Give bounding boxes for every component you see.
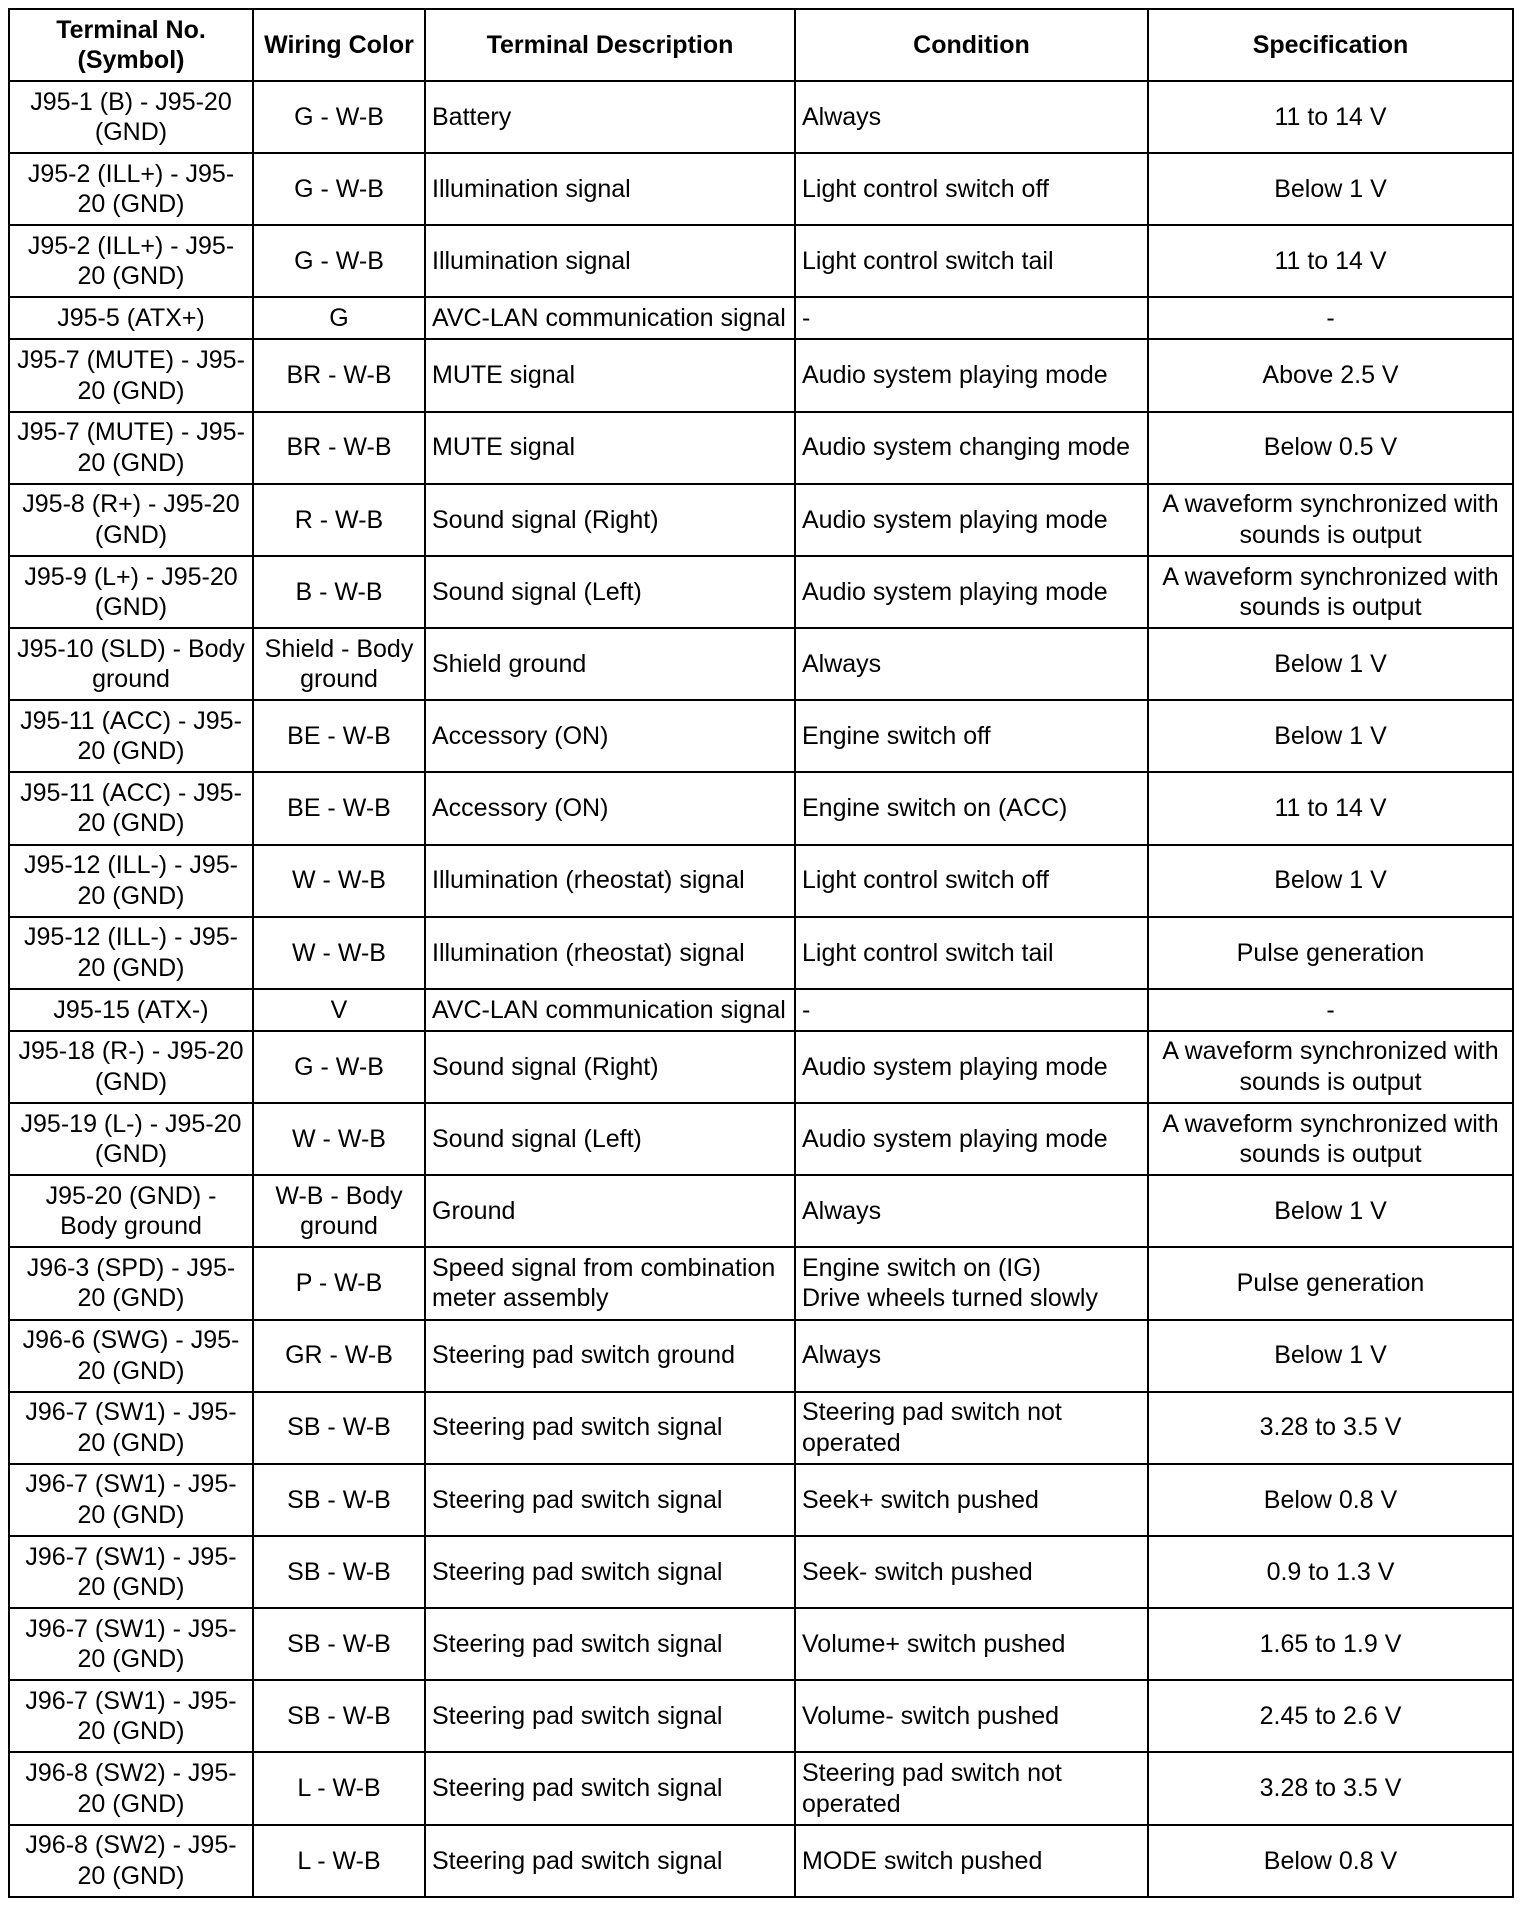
cell-description: Accessory (ON) [425, 700, 795, 772]
cell-wiring-color: W-B - Body ground [253, 1175, 425, 1247]
header-terminal: Terminal No. (Symbol) [9, 9, 253, 81]
cell-terminal: J95-19 (L-) - J95-20 (GND) [9, 1103, 253, 1175]
table-row [9, 1392, 1513, 1464]
terminal-table [8, 8, 1514, 1898]
cell-terminal: J95-8 (R+) - J95-20 (GND) [9, 484, 253, 556]
table-header-row [9, 9, 1513, 81]
cell-wiring-color: G - W-B [253, 225, 425, 297]
document-page [8, 8, 1512, 1898]
cell-terminal: J96-3 (SPD) - J95-20 (GND) [9, 1247, 253, 1319]
cell-specification: Below 0.5 V [1148, 412, 1513, 484]
cell-condition: Engine switch on (ACC) [795, 772, 1148, 844]
cell-description: MUTE signal [425, 339, 795, 411]
cell-terminal: J95-7 (MUTE) - J95-20 (GND) [9, 412, 253, 484]
cell-description: Ground [425, 1175, 795, 1247]
cell-specification: 11 to 14 V [1148, 225, 1513, 297]
cell-terminal: J96-7 (SW1) - J95-20 (GND) [9, 1464, 253, 1536]
cell-terminal: J95-1 (B) - J95-20 (GND) [9, 81, 253, 153]
cell-specification: 1.65 to 1.9 V [1148, 1608, 1513, 1680]
cell-condition: - [795, 989, 1148, 1031]
cell-terminal: J95-18 (R-) - J95-20 (GND) [9, 1031, 253, 1103]
cell-specification: Below 1 V [1148, 153, 1513, 225]
cell-wiring-color: GR - W-B [253, 1320, 425, 1392]
cell-description: Shield ground [425, 628, 795, 700]
cell-wiring-color: G [253, 297, 425, 339]
header-specification: Specification [1148, 9, 1513, 81]
cell-wiring-color: W - W-B [253, 917, 425, 989]
cell-wiring-color: L - W-B [253, 1752, 425, 1824]
cell-specification: - [1148, 989, 1513, 1031]
cell-terminal: J95-10 (SLD) - Body ground [9, 628, 253, 700]
cell-description: Steering pad switch signal [425, 1752, 795, 1824]
cell-description: Sound signal (Right) [425, 484, 795, 556]
table-row [9, 1175, 1513, 1247]
cell-terminal: J96-6 (SWG) - J95-20 (GND) [9, 1320, 253, 1392]
cell-specification: Below 1 V [1148, 845, 1513, 917]
table-row [9, 1031, 1513, 1103]
cell-description: Battery [425, 81, 795, 153]
cell-wiring-color: BR - W-B [253, 412, 425, 484]
cell-specification: 11 to 14 V [1148, 81, 1513, 153]
table-row [9, 339, 1513, 411]
cell-terminal: J96-7 (SW1) - J95-20 (GND) [9, 1680, 253, 1752]
cell-description: Sound signal (Left) [425, 1103, 795, 1175]
table-row [9, 1320, 1513, 1392]
cell-specification: A waveform synchronized with sounds is output [1148, 1031, 1513, 1103]
cell-specification: A waveform synchronized with sounds is output [1148, 484, 1513, 556]
cell-condition: Volume+ switch pushed [795, 1608, 1148, 1680]
header-description: Terminal Description [425, 9, 795, 81]
cell-condition: Seek- switch pushed [795, 1536, 1148, 1608]
table-row [9, 700, 1513, 772]
cell-condition: Audio system changing mode [795, 412, 1148, 484]
cell-condition: Light control switch tail [795, 917, 1148, 989]
cell-terminal: J95-11 (ACC) - J95-20 (GND) [9, 772, 253, 844]
cell-description: Illumination signal [425, 225, 795, 297]
cell-description: Sound signal (Right) [425, 1031, 795, 1103]
cell-description: Steering pad switch signal [425, 1536, 795, 1608]
cell-condition: Always [795, 1320, 1148, 1392]
table-row [9, 484, 1513, 556]
cell-specification: 0.9 to 1.3 V [1148, 1536, 1513, 1608]
cell-condition: Steering pad switch not operated [795, 1752, 1148, 1824]
cell-condition: Audio system playing mode [795, 1031, 1148, 1103]
cell-terminal: J95-12 (ILL-) - J95-20 (GND) [9, 845, 253, 917]
cell-condition: Steering pad switch not operated [795, 1392, 1148, 1464]
cell-terminal: J95-2 (ILL+) - J95-20 (GND) [9, 225, 253, 297]
cell-condition: Audio system playing mode [795, 484, 1148, 556]
cell-specification: Below 1 V [1148, 628, 1513, 700]
table-row [9, 556, 1513, 628]
cell-condition: MODE switch pushed [795, 1825, 1148, 1897]
cell-terminal: J95-5 (ATX+) [9, 297, 253, 339]
cell-specification: 3.28 to 3.5 V [1148, 1392, 1513, 1464]
cell-terminal: J96-7 (SW1) - J95-20 (GND) [9, 1392, 253, 1464]
cell-specification: Below 1 V [1148, 1320, 1513, 1392]
cell-condition: - [795, 297, 1148, 339]
cell-specification: 3.28 to 3.5 V [1148, 1752, 1513, 1824]
table-row [9, 1825, 1513, 1897]
cell-description: Illumination signal [425, 153, 795, 225]
cell-wiring-color: BE - W-B [253, 700, 425, 772]
cell-wiring-color: G - W-B [253, 1031, 425, 1103]
cell-terminal: J95-2 (ILL+) - J95-20 (GND) [9, 153, 253, 225]
cell-wiring-color: G - W-B [253, 81, 425, 153]
table-row [9, 845, 1513, 917]
cell-description: Steering pad switch signal [425, 1392, 795, 1464]
cell-description: AVC-LAN communication signal [425, 989, 795, 1031]
cell-wiring-color: SB - W-B [253, 1392, 425, 1464]
cell-condition: Volume- switch pushed [795, 1680, 1148, 1752]
cell-terminal: J95-9 (L+) - J95-20 (GND) [9, 556, 253, 628]
cell-description: Illumination (rheostat) signal [425, 917, 795, 989]
table-row [9, 1103, 1513, 1175]
cell-description: Sound signal (Left) [425, 556, 795, 628]
cell-description: Steering pad switch ground [425, 1320, 795, 1392]
cell-wiring-color: G - W-B [253, 153, 425, 225]
cell-description: Steering pad switch signal [425, 1825, 795, 1897]
cell-specification: A waveform synchronized with sounds is output [1148, 556, 1513, 628]
cell-condition: Seek+ switch pushed [795, 1464, 1148, 1536]
cell-condition: Always [795, 1175, 1148, 1247]
table-row [9, 989, 1513, 1031]
table-row [9, 628, 1513, 700]
cell-wiring-color: SB - W-B [253, 1464, 425, 1536]
table-row [9, 1752, 1513, 1824]
table-row [9, 772, 1513, 844]
cell-specification: Below 0.8 V [1148, 1825, 1513, 1897]
cell-wiring-color: V [253, 989, 425, 1031]
cell-specification: Pulse generation [1148, 917, 1513, 989]
cell-specification: Below 0.8 V [1148, 1464, 1513, 1536]
cell-description: Illumination (rheostat) signal [425, 845, 795, 917]
cell-specification: Above 2.5 V [1148, 339, 1513, 411]
table-body [9, 81, 1513, 1897]
cell-terminal: J95-20 (GND) - Body ground [9, 1175, 253, 1247]
cell-description: Speed signal from combination meter assembly [425, 1247, 795, 1319]
cell-specification: - [1148, 297, 1513, 339]
cell-specification: 11 to 14 V [1148, 772, 1513, 844]
cell-wiring-color: BR - W-B [253, 339, 425, 411]
table-row [9, 1536, 1513, 1608]
cell-condition: Light control switch tail [795, 225, 1148, 297]
table-row [9, 225, 1513, 297]
cell-description: AVC-LAN communication signal [425, 297, 795, 339]
cell-description: Steering pad switch signal [425, 1608, 795, 1680]
cell-wiring-color: Shield - Body ground [253, 628, 425, 700]
cell-condition: Engine switch on (IG) Drive wheels turned slowly [795, 1247, 1148, 1319]
cell-wiring-color: L - W-B [253, 1825, 425, 1897]
cell-condition: Audio system playing mode [795, 556, 1148, 628]
cell-specification: 2.45 to 2.6 V [1148, 1680, 1513, 1752]
cell-terminal: J96-8 (SW2) - J95-20 (GND) [9, 1752, 253, 1824]
cell-description: Steering pad switch signal [425, 1464, 795, 1536]
cell-condition: Light control switch off [795, 845, 1148, 917]
cell-condition: Always [795, 81, 1148, 153]
cell-terminal: J96-8 (SW2) - J95-20 (GND) [9, 1825, 253, 1897]
cell-condition: Engine switch off [795, 700, 1148, 772]
cell-wiring-color: P - W-B [253, 1247, 425, 1319]
table-row [9, 917, 1513, 989]
cell-wiring-color: SB - W-B [253, 1608, 425, 1680]
table-row [9, 412, 1513, 484]
cell-wiring-color: SB - W-B [253, 1536, 425, 1608]
cell-terminal: J96-7 (SW1) - J95-20 (GND) [9, 1608, 253, 1680]
cell-condition: Audio system playing mode [795, 1103, 1148, 1175]
table-row [9, 153, 1513, 225]
cell-condition: Light control switch off [795, 153, 1148, 225]
cell-terminal: J95-11 (ACC) - J95-20 (GND) [9, 700, 253, 772]
cell-specification: Below 1 V [1148, 1175, 1513, 1247]
header-wiring-color: Wiring Color [253, 9, 425, 81]
cell-wiring-color: SB - W-B [253, 1680, 425, 1752]
cell-wiring-color: BE - W-B [253, 772, 425, 844]
cell-specification: A waveform synchronized with sounds is output [1148, 1103, 1513, 1175]
cell-description: Steering pad switch signal [425, 1680, 795, 1752]
cell-wiring-color: W - W-B [253, 1103, 425, 1175]
cell-wiring-color: W - W-B [253, 845, 425, 917]
cell-condition: Audio system playing mode [795, 339, 1148, 411]
table-row [9, 1247, 1513, 1319]
cell-terminal: J95-15 (ATX-) [9, 989, 253, 1031]
table-row [9, 297, 1513, 339]
table-row [9, 81, 1513, 153]
cell-terminal: J95-12 (ILL-) - J95-20 (GND) [9, 917, 253, 989]
cell-description: Accessory (ON) [425, 772, 795, 844]
cell-specification: Below 1 V [1148, 700, 1513, 772]
cell-specification: Pulse generation [1148, 1247, 1513, 1319]
table-row [9, 1464, 1513, 1536]
table-row [9, 1680, 1513, 1752]
cell-description: MUTE signal [425, 412, 795, 484]
table-row [9, 1608, 1513, 1680]
cell-terminal: J96-7 (SW1) - J95-20 (GND) [9, 1536, 253, 1608]
cell-terminal: J95-7 (MUTE) - J95-20 (GND) [9, 339, 253, 411]
header-condition: Condition [795, 9, 1148, 81]
cell-wiring-color: R - W-B [253, 484, 425, 556]
cell-condition: Always [795, 628, 1148, 700]
cell-wiring-color: B - W-B [253, 556, 425, 628]
